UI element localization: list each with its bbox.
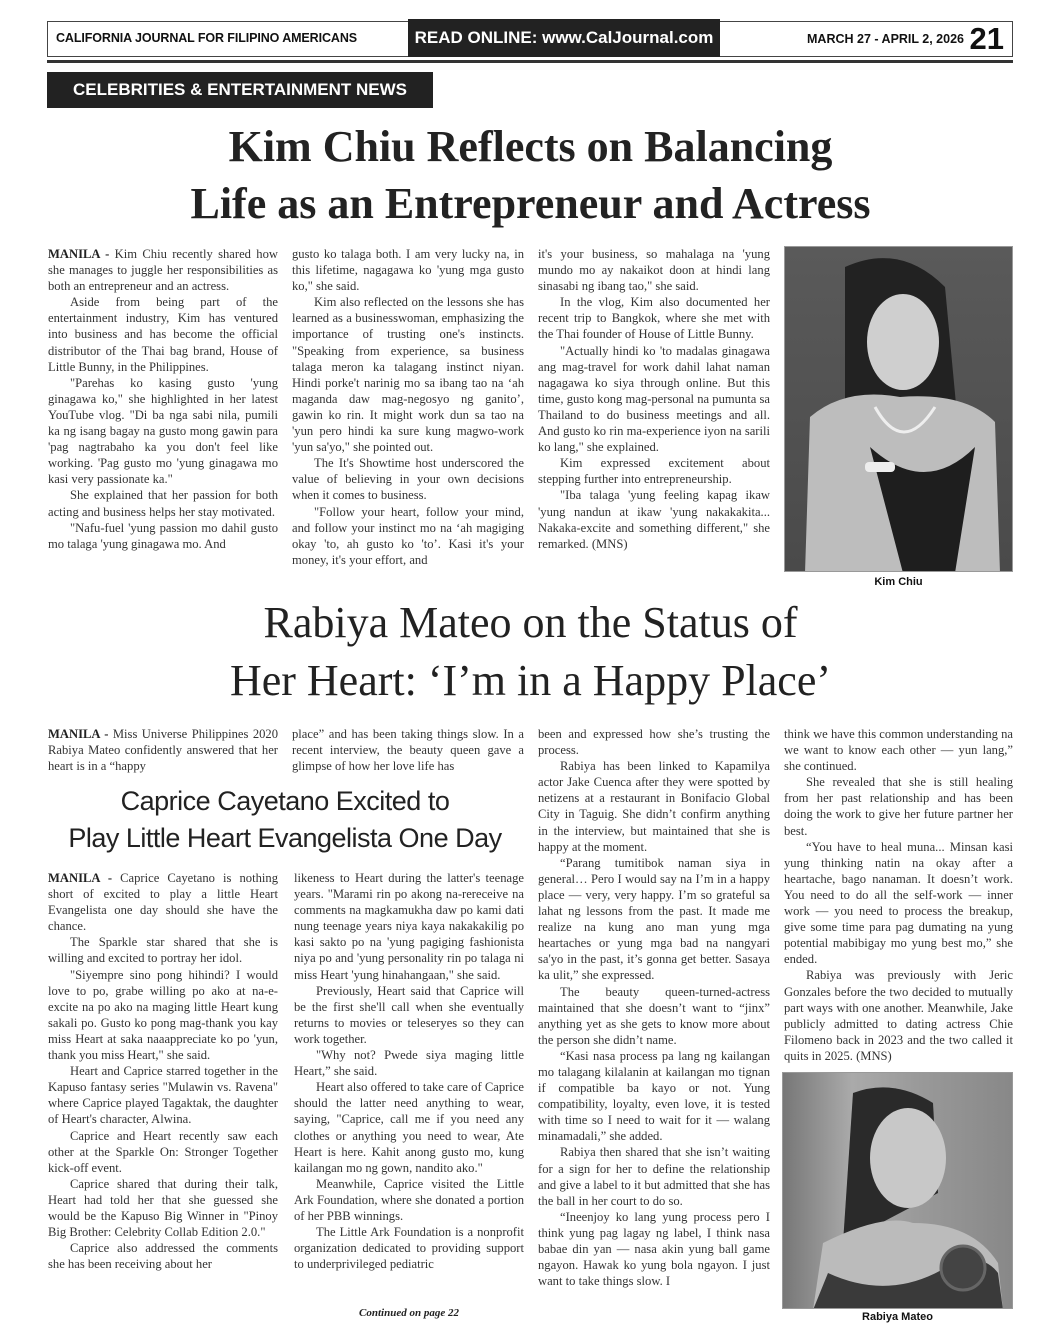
paragraph: Heart and Caprice starred together in the Kapuso fantasy series "Mulawin vs. Ravena" where Caprice played Tagaktak, the daughter of Heart's character, Alwina. bbox=[48, 1064, 278, 1127]
paragraph: “Kasi nasa process pa lang ng kailangan mo talagang kilalanin at kailangan mo tignan if compatible ba kayo or not. Yung compatibility, loyalty, even love, it is tested with time so I need to wait for it — walang minamadali,” she added. bbox=[538, 1048, 770, 1144]
article2-intro-column-1 bbox=[48, 726, 278, 774]
paragraph: MANILA - Miss Universe Philippines 2020 Rabiya Mateo confidently answered that her heart is in a “happy bbox=[48, 727, 279, 774]
dateline: MANILA - bbox=[48, 247, 110, 261]
paragraph: The It's Showtime host underscored the value of believing in your own decisions when it comes to business. bbox=[292, 456, 524, 503]
portrait-placeholder-icon bbox=[785, 247, 1013, 572]
paragraph: Caprice shared that during their talk, Heart had told her that she guessed she would be the Kapuso Big Winner in "Pinoy Big Brother: Celebrity Collab Edition 2.0." bbox=[48, 1176, 278, 1240]
portrait-placeholder-icon bbox=[783, 1073, 1013, 1309]
paragraph: "Why not? Pwede siya maging little Heart,” she said. bbox=[294, 1048, 524, 1079]
page-number: 21 bbox=[969, 21, 1004, 56]
paragraph: place” and has been taking things slow. In a recent interview, the beauty queen gave a glimpse of how her love life has bbox=[292, 727, 524, 774]
masthead bbox=[47, 21, 1013, 57]
paragraph: gusto ko talaga both. I am very lucky na, in this lifetime, nagagawa ko 'yung mga gusto ko," she said. bbox=[292, 247, 524, 294]
paragraph: She explained that her passion for both acting and business helps her stay motivated. bbox=[48, 488, 278, 519]
article2-headline-line2: Her Heart: ‘I’m in a Happy Place’ bbox=[229, 656, 832, 705]
paragraph: Rabiya has been linked to Kapamilya actor Jake Cuenca after they were spotted by netizens at a restaurant in Bonifacio Global City in Taguig. She didn’t confirm anything in the interview, but maintained that she is happy at the moment. bbox=[538, 759, 770, 854]
paragraph: "Follow your heart, follow your mind, and follow your instinct mo na ‘ah magiging okay 'to, ah gusto ko 'to’. Kasi it's your money, it's your effort, and bbox=[292, 504, 524, 567]
paragraph: In the vlog, Kim also documented her recent trip to Bangkok, where she met with the Thai founder of House of Little Bunny. bbox=[538, 295, 770, 342]
article3-column-2 bbox=[294, 870, 524, 1272]
paragraph: "Nafu-fuel 'yung passion mo dahil gusto mo talaga 'yung ginagawa mo. And bbox=[48, 520, 278, 551]
article1-headline-line2: Life as an Entrepreneur and Actress bbox=[190, 179, 871, 228]
article1-headline-line1: Kim Chiu Reflects on Balancing bbox=[228, 122, 833, 171]
paragraph: Meanwhile, Caprice visited the Little Ark Foundation, where she donated a portion of her PBB winnings. bbox=[294, 1176, 524, 1223]
paragraph: "Iba talaga 'yung feeling kapag ikaw 'yung nandun at ikaw 'yung nakakakita... Nakaka-excite and something different," she remarked. (MNS) bbox=[538, 488, 770, 551]
paragraph: it's your business, so mahalaga na 'yung mundo mo ay nakaikot doon at hindi lang sinasabi ng ibang tao," she said. bbox=[538, 247, 770, 294]
read-online-link[interactable]: READ ONLINE: www.CalJournal.com bbox=[408, 19, 720, 57]
paragraph: think we have this common understanding na we want to know each other — yun lang,” she continued. bbox=[784, 727, 1013, 774]
masthead-rule bbox=[47, 60, 1013, 63]
article3-headline-line1: Caprice Cayetano Excited to bbox=[120, 786, 450, 816]
paragraph: likeness to Heart during the latter's teenage years. "Marami rin po akong na-rereceive na comments na magkamukha daw po kami dati nung teenage years niya kaya nakakakilig po kasi sakto po na 'yung pagiging fashionista niya po and 'yung personality rin po talaga ni miss Heart 'yung hinahangaan," she said. bbox=[294, 871, 524, 982]
article1-column-2 bbox=[292, 246, 524, 568]
paragraph: MANILA - Caprice Cayetano is nothing short of excited to play a little Heart Evangelista one day should she have the chance. bbox=[48, 871, 278, 934]
dateline: MANILA - bbox=[48, 871, 113, 885]
paragraph: Previously, Heart said that Caprice will be the first she'll call when she eventually returns to movies or teleseryes so they can work together. bbox=[294, 983, 524, 1046]
paragraph: Kim expressed excitement about stepping further into entrepreneurship. bbox=[538, 456, 770, 487]
paragraph: Rabiya then shared that she isn’t waiting for a sign for her to define the relationship and give a label to it but admitted that she has the ball in her court to do so. bbox=[538, 1145, 770, 1208]
article2-intro-column-2 bbox=[292, 726, 524, 774]
kim-chiu-photo bbox=[784, 246, 1013, 572]
rabiya-mateo-caption: Rabiya Mateo bbox=[862, 1311, 933, 1323]
paragraph: The beauty queen-turned-actress maintained that she doesn’t want to “jinx” anything yet as she gets to know more about the person she didn’t name. bbox=[538, 984, 770, 1047]
paragraph: “Parang tumitibok naman siya in general… Pero I would say na I’m in a happy place — very, very happy. I’m so grateful sa lahat ng lessons from the past. It made me realize na kung ano man yung mga heartaches or yung mga bad na nangyari sa'yo in the past, it’s gonna get better. Sasaya ka ulit,” she expressed. bbox=[538, 855, 770, 983]
article3-headline-line2: Play Little Heart Evangelista One Day bbox=[68, 823, 502, 853]
paragraph: "Parehas ko kasing gusto 'yung ginagawa ko," she highlighted in her latest YouTube vlog. "Di ba nga sabi nila, pumili ka ng isang bagay na gusto mong gawin para 'pag nagtrabaho ka you don't feel like working. 'Pag gusto mo 'yung ginagawa mo kasi very passionate ka." bbox=[48, 375, 278, 487]
article1-column-1 bbox=[48, 246, 278, 552]
rabiya-mateo-photo bbox=[782, 1072, 1013, 1309]
paragraph: She revealed that she is still healing from her past relationship and has been doing the work to give her future partner her best. bbox=[784, 775, 1013, 838]
paragraph: The Sparkle star shared that she is willing and excited to portray her idol. bbox=[48, 935, 278, 966]
issue-date: MARCH 27 - APRIL 2, 2026 bbox=[807, 32, 964, 46]
paragraph: Aside from being part of the entertainment industry, Kim has ventured into business and has become the official distributor of the Thai bag brand, House of Little Bunny, in the Philippines. bbox=[48, 295, 278, 374]
paragraph: “Ineenjoy ko lang yung process pero I think yung pag lagay ng label, I think nasa babae din yan — nasa akin yung ball game ngayon. Hawak ko yung bola ngayon. I just want to take things slow. I bbox=[538, 1209, 770, 1289]
section-tag: CELEBRITIES & ENTERTAINMENT NEWS bbox=[47, 72, 433, 108]
article2-headline-line1: Rabiya Mateo on the Status of bbox=[263, 598, 798, 647]
paragraph: “You have to heal muna... Minsan kasi yung thinking natin na okay after a heartache, bago nanaman. It doesn’t work. You need to do all the self-work — inner work — you need to process the breakup, give some time para pag dumating na yung potential mabibigay mo yung best mo,” she ended. bbox=[784, 839, 1013, 967]
paragraph: Kim also reflected on the lessons she has learned as a businesswoman, emphasizing the importance of trusting one's instincts. "Speaking from experience, sa business talaga meron ka talagang instinct niyan. Hindi porke't narinig mo sa ibang tao na ‘ah maganda daw mag-negosyo ng ganito’, gawin ko rin. It might work dun sa tao na 'yun pero hindi ka sure kung magwo-work 'yun sa'yo," she pointed out. bbox=[292, 295, 524, 455]
article3-column-1 bbox=[48, 870, 278, 1272]
article1-column-3 bbox=[538, 246, 770, 552]
paragraph: "Siyempre sino pong hihindi? I would love to po, grabe willing po ako at na-e-excite na po ako na maging little Heart kung sakali po. Gusto ko pong mag-thank you kay miss Heart at saka naaappreciate ko po 'yun, thank you miss Heart," she said. bbox=[48, 967, 278, 1063]
paragraph: Rabiya was previously with Jeric Gonzales before the two decided to mutually part ways with one another. Meanwhile, Jake publicly admitted to dating actress Chie Filomeno back in 2023 and the two called it quits in 2025. (MNS) bbox=[784, 968, 1013, 1063]
continued-on-page-link[interactable]: Continued on page 22 bbox=[359, 1307, 459, 1319]
paragraph: The Little Ark Foundation is a nonprofit organization dedicated to providing support to underprivileged pediatric bbox=[294, 1225, 524, 1272]
dateline: MANILA - bbox=[48, 727, 109, 741]
paragraph: "Actually hindi ko 'to madalas ginagawa ang mag-travel for work dahil lahat naman nagagawa ko siya through online. But this time, gusto kong mag-personal na pumunta sa Thailand to do business meetings and all. And gusto ko rin ma-experience iyon na sarili ko lang," she explained. bbox=[538, 343, 770, 455]
paragraph: Caprice also addressed the comments she has been receiving about her bbox=[48, 1241, 278, 1272]
publication-name: CALIFORNIA JOURNAL FOR FILIPINO AMERICANS bbox=[56, 31, 357, 45]
paragraph: been and expressed how she’s trusting the process. bbox=[538, 727, 770, 758]
kim-chiu-caption: Kim Chiu bbox=[874, 576, 923, 588]
article2-column-3 bbox=[538, 726, 770, 1289]
paragraph: MANILA - Kim Chiu recently shared how she manages to juggle her responsibilities as both an entrepreneur and an actress. bbox=[48, 247, 278, 294]
article2-column-4 bbox=[784, 726, 1013, 1064]
paragraph: Heart also offered to take care of Caprice should the latter need anything to wear, saying, "Caprice, call me if you need any clothes or anything you need to wear, Ate Heart is here. Kahit anong gusto mo, kung kailangan mo ng gown, nandito ako." bbox=[294, 1080, 524, 1175]
paragraph: Caprice and Heart recently saw each other at the Sparkle On: Stronger Together kick-off event. bbox=[48, 1128, 278, 1175]
